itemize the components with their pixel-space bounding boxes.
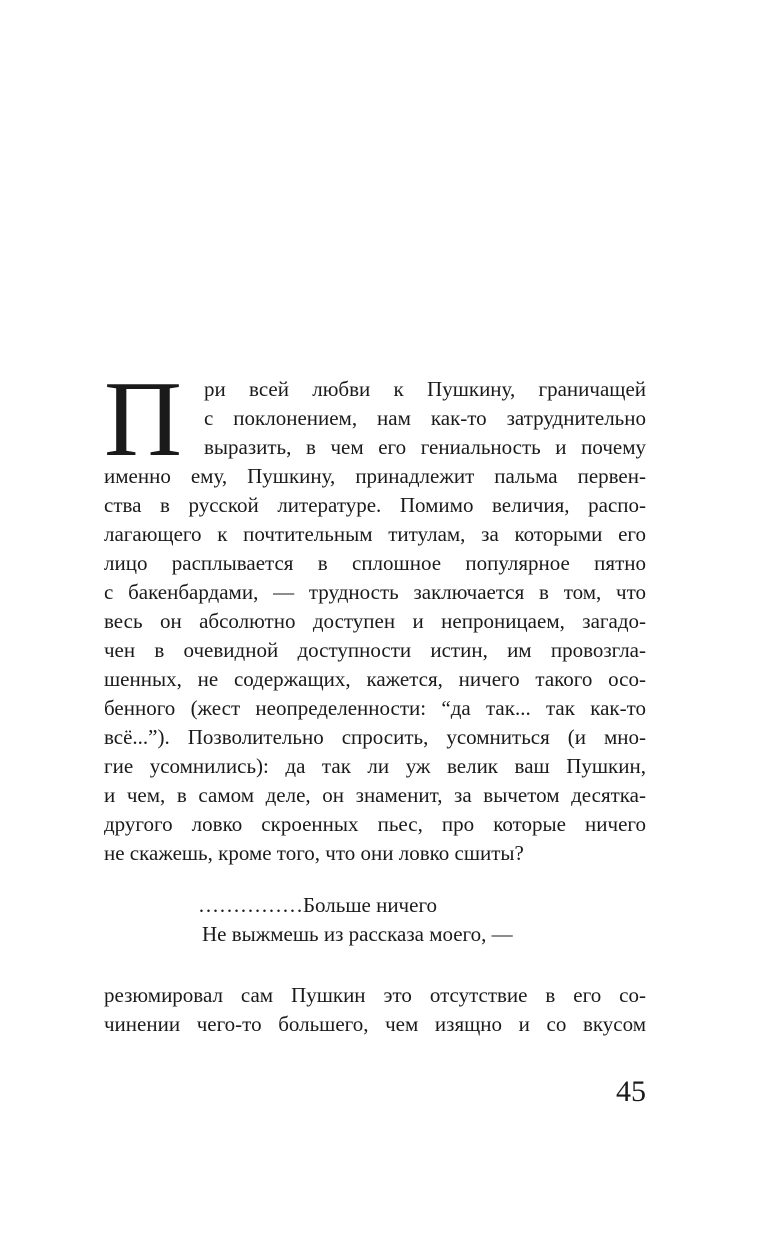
text-line: резюмировал сам Пушкин это отсутствие в его со- <box>104 983 646 1007</box>
text-line: чен в очевидной доступности истин, им провозгла- <box>104 638 646 662</box>
text-line: именно ему, Пушкину, принадлежит пальма первен- <box>104 464 646 488</box>
text-line: лицо расплывается в сплошное популярное пятно <box>104 551 646 575</box>
text-line: с поклонением, нам как-то затруднительно <box>204 406 646 430</box>
text-line: бенного (жест неопределенности: “да так... так как-то <box>104 696 646 720</box>
text-line: чинении чего-то большего, чем изящно и со вкусом <box>104 1012 646 1036</box>
text-line: не скажешь, кроме того, что они ловко сшиты? <box>104 841 524 865</box>
text-line: лагающего к почтительным титулам, за которыми его <box>104 522 646 546</box>
text-line: всё...”). Позволительно спросить, усомниться (и мно- <box>104 725 646 749</box>
drop-cap: П <box>104 360 180 479</box>
text-line: весь он абсолютно доступен и непроницаем, загадо- <box>104 609 646 633</box>
verse-line-1: ……………Больше ничего <box>198 893 438 917</box>
text-line: шенных, не содержащих, кажется, ничего такого осо- <box>104 667 646 691</box>
text-line: гие усомнились): да так ли уж велик ваш Пушкин, <box>104 754 646 778</box>
text-line: с бакенбардами, — трудность заключается в том, что <box>104 580 646 604</box>
text-line: другого ловко скроенных пьес, про которые ничего <box>104 812 646 836</box>
verse-line-2: Не выжмешь из рассказа моего, — <box>202 922 513 946</box>
text-line: выразить, в чем его гениальность и почему <box>204 435 646 459</box>
text-line: и чем, в самом деле, он знаменит, за вычетом десятка- <box>104 783 646 807</box>
page-number: 45 <box>616 1075 646 1108</box>
text-line: ри всей любви к Пушкину, граничащей <box>204 377 646 401</box>
text-line: ства в русской литературе. Помимо величия, распо- <box>104 493 646 517</box>
